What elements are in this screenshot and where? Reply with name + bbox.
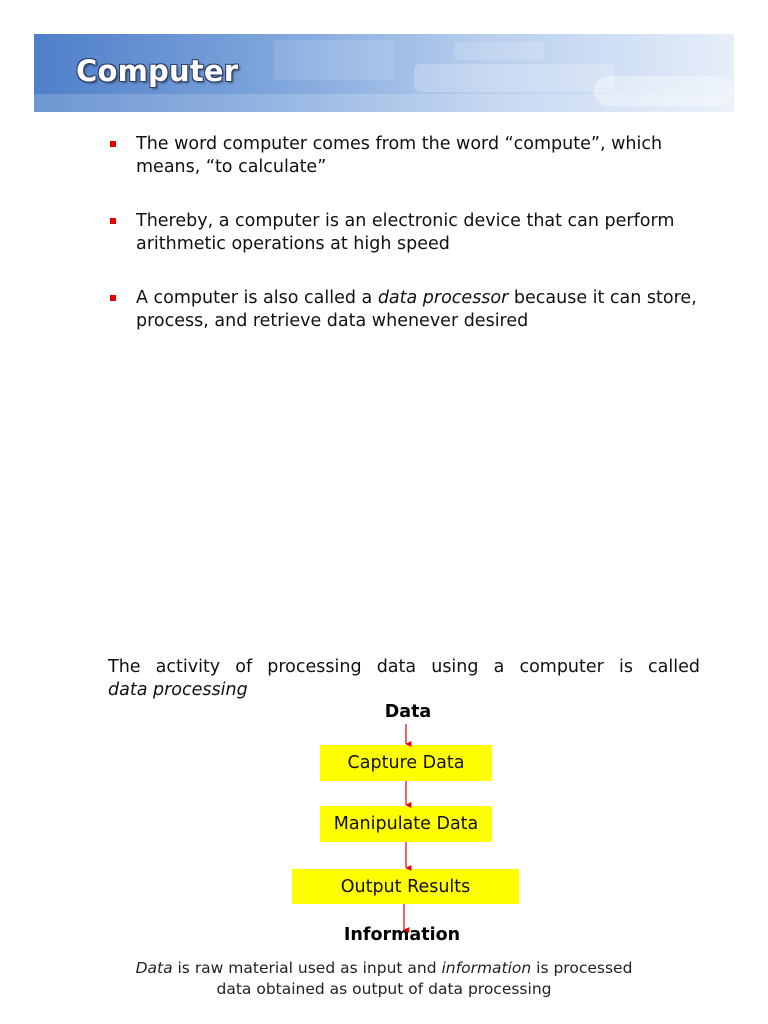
flow-start-label: Data <box>384 702 432 722</box>
bullet-list <box>108 133 718 364</box>
bullet-item <box>108 210 718 256</box>
caption-term-information: information <box>441 959 532 977</box>
intro-text: The activity of processing data using a computer is called <box>108 657 700 677</box>
flow-end-label: Information <box>343 925 461 945</box>
flow-step-label: Output Results <box>340 876 471 897</box>
data-information-caption <box>120 958 648 1000</box>
data-processing-intro <box>108 656 700 702</box>
bullet-text-before: A computer is also called a <box>136 288 378 308</box>
bullet-text: Thereby, a computer is an electronic device that can perform arithmetic operations at high speed <box>136 211 675 254</box>
bullet-item <box>108 133 718 179</box>
caption-text: is raw material used as input and <box>172 959 442 977</box>
bullet-text-emphasis: data processor <box>377 288 509 308</box>
square-bullet-icon <box>110 218 116 224</box>
flow-step-label: Capture Data <box>347 753 465 773</box>
square-bullet-icon <box>110 141 116 147</box>
flow-step-capture <box>320 745 492 781</box>
flow-step-output <box>292 869 519 904</box>
bullet-item <box>108 287 718 333</box>
slide-title: Computer <box>76 54 239 88</box>
bullet-text: The word computer comes from the word “compute”, which means, “to calculate” <box>136 134 663 177</box>
header-banner <box>34 34 734 112</box>
flow-step-label: Manipulate Data <box>333 814 479 834</box>
square-bullet-icon <box>110 295 116 301</box>
flow-step-manipulate <box>320 806 492 842</box>
intro-emphasis: data processing <box>108 680 248 700</box>
caption-term-data: Data <box>135 959 173 977</box>
bullet-text-after: because it can store, process, and retrieve data whenever desired <box>136 288 697 331</box>
caption-text: is processed data obtained as output of data processing <box>216 959 633 998</box>
